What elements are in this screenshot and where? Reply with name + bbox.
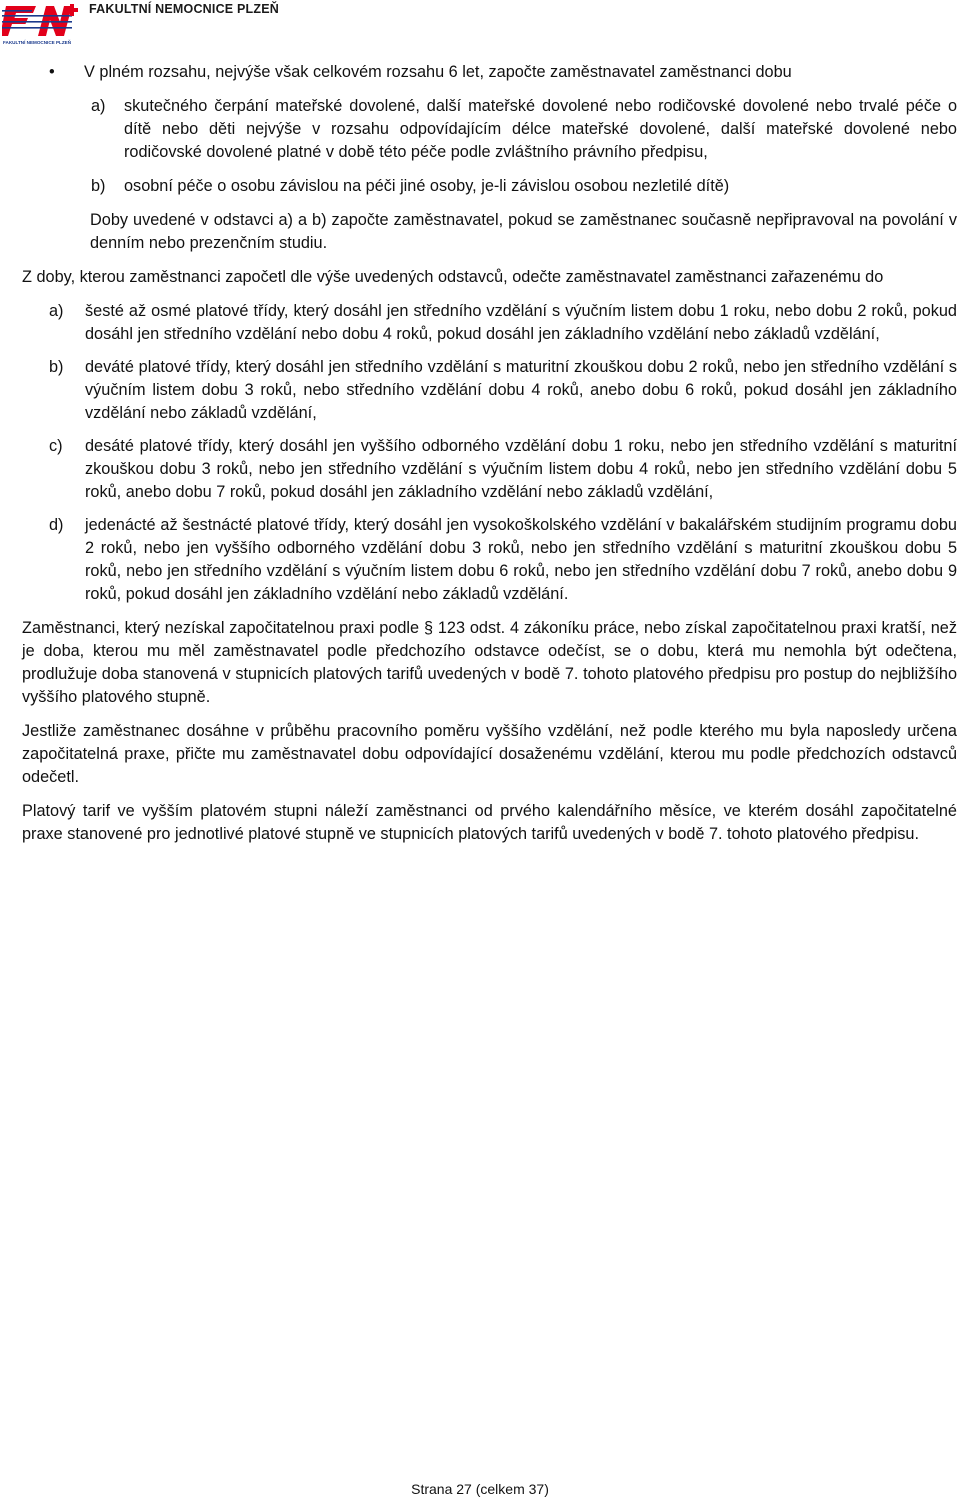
paragraph-tariff: Platový tarif ve vyšším platovém stupni náleží zaměstnanci od prvého kalendářního měsíce, ve kterém dosáhl započitatelné praxe stanovené pro jednotlivé platové stupně ve stupnicích platových tarifů uvedených v bodě 7. tohoto platového předpisu. [22, 802, 957, 843]
document-body [22, 61, 957, 846]
sub-item-b [22, 175, 957, 198]
sub-item-a [22, 95, 957, 164]
bullet-text: V plném rozsahu, nejvýše však celkovém rozsahu 6 let, započte zaměstnavatel zaměstnanci dobu [84, 63, 792, 81]
list-item-d [22, 514, 957, 606]
bullet-paragraph [22, 61, 957, 84]
page-number: Strana 27 (celkem 37) [411, 1481, 549, 1497]
list-item-text: jedenácté až šestnácté platové třídy, který dosáhl jen vysokoškolského vzdělání v bakalářském studijním programu dobu 2 roků, nebo jen vyššího odborného vzdělání dobu 3 roků, nebo jen středního vzdělání s maturitní zkouškou dobu 5 roků, nebo jen středního vzdělání s výučním listem dobu 6 roků, nebo jen středního vzdělání dobu 7 roků, anebo dobu 9 roků, pokud dosáhl jen základního vzdělání nebo základů vzdělání. [85, 516, 957, 603]
bullet-icon: • [49, 63, 55, 81]
sub-item-label: a) [91, 97, 106, 115]
list-item-label: a) [49, 302, 64, 320]
hospital-logo [2, 2, 84, 46]
paragraph-higher-education: Jestliže zaměstnanec dosáhne v průběhu pracovního poměru vyššího vzdělání, než podle kterého mu byla naposledy určena započitatelná praxe, přičte mu zaměstnavatel dobu odpovídající dosaženému vzdělání, kterou mu podle předchozích odstavců odečetl. [22, 722, 957, 786]
sub-item-label: b) [91, 177, 106, 195]
list-item-c [22, 435, 957, 504]
list-item-label: c) [49, 437, 63, 455]
list-item-text: deváté platové třídy, který dosáhl jen středního vzdělání s maturitní zkouškou dobu 2 roků, nebo jen středního vzdělání s výučním listem dobu 3 roků, nebo středního vzdělání dobu 4 roků, anebo dobu 6 roků, pokud dosáhl jen základního vzdělání nebo základů vzdělání, [85, 358, 957, 422]
paragraph-short-practice: Zaměstnanci, který nezískal započitatelnou praxi podle § 123 odst. 4 zákoníku práce, nebo získal započitatelnou praxi kratší, než je doba, kterou mu měl zaměstnavatel podle předchozího odstavce odečíst, se o dobu, která mu nemohla být odečtena, prodlužuje doba stanovená v stupnicích platových tarifů uvedených v bodě 7. tohoto platového předpisu pro postup do nejbližšího vyššího platového stupně. [22, 619, 957, 706]
sub-item-text: osobní péče o osobu závislou na péči jiné osoby, je-li závislou osobou nezletilé dítě) [124, 177, 730, 195]
organization-name: FAKULTNÍ NEMOCNICE PLZEŇ [89, 2, 279, 16]
list-item-a [22, 300, 957, 346]
paragraph-deduction: Z doby, kterou zaměstnanci započetl dle výše uvedených odstavců, odečte zaměstnavatel zaměstnanci zařazenému do [22, 268, 884, 286]
list-item-text: šesté až osmé platové třídy, který dosáhl jen středního vzdělání s výučním listem dobu 1 roku, nebo dobu 2 roků, pokud dosáhl jen středního vzdělání nebo dobu 4 roků, pokud dosáhl jen základního vzdělání nebo základů vzdělání, [85, 302, 957, 343]
sub-item-text: skutečného čerpání mateřské dovolené, další mateřské dovolené nebo rodičovské dovolené nebo trvalé péče o dítě nebo děti nejvýše v rozsahu odpovídajícím délce mateřské dovolené, další mateřské dovolené nebo rodičovské dovolené platné v době této péče podle zvláštního právního předpisu, [124, 97, 957, 161]
list-item-label: b) [49, 358, 64, 376]
list-item-b [22, 356, 957, 425]
logo-subtext: FAKULTNÍ NEMOCNICE PLZEŇ [3, 40, 72, 45]
page-header [0, 0, 960, 48]
list-item-text: desáté platové třídy, který dosáhl jen vyššího odborného vzdělání dobu 1 roku, nebo jen středního vzdělání s maturitní zkouškou dobu 3 roků, nebo jen středního vzdělání s výučním listem dobu 4 roků, nebo jen středního vzdělání dobu 5 roků, anebo dobu 7 roků, pokud dosáhl jen základního vzdělání nebo základů vzdělání, [85, 437, 957, 501]
logo-letters [2, 4, 78, 36]
bullet-note: Doby uvedené v odstavci a) a b) započte zaměstnavatel, pokud se zaměstnanec současně nepřipravoval na povolání v denním nebo prezenčním studiu. [90, 211, 957, 252]
list-item-label: d) [49, 516, 64, 534]
